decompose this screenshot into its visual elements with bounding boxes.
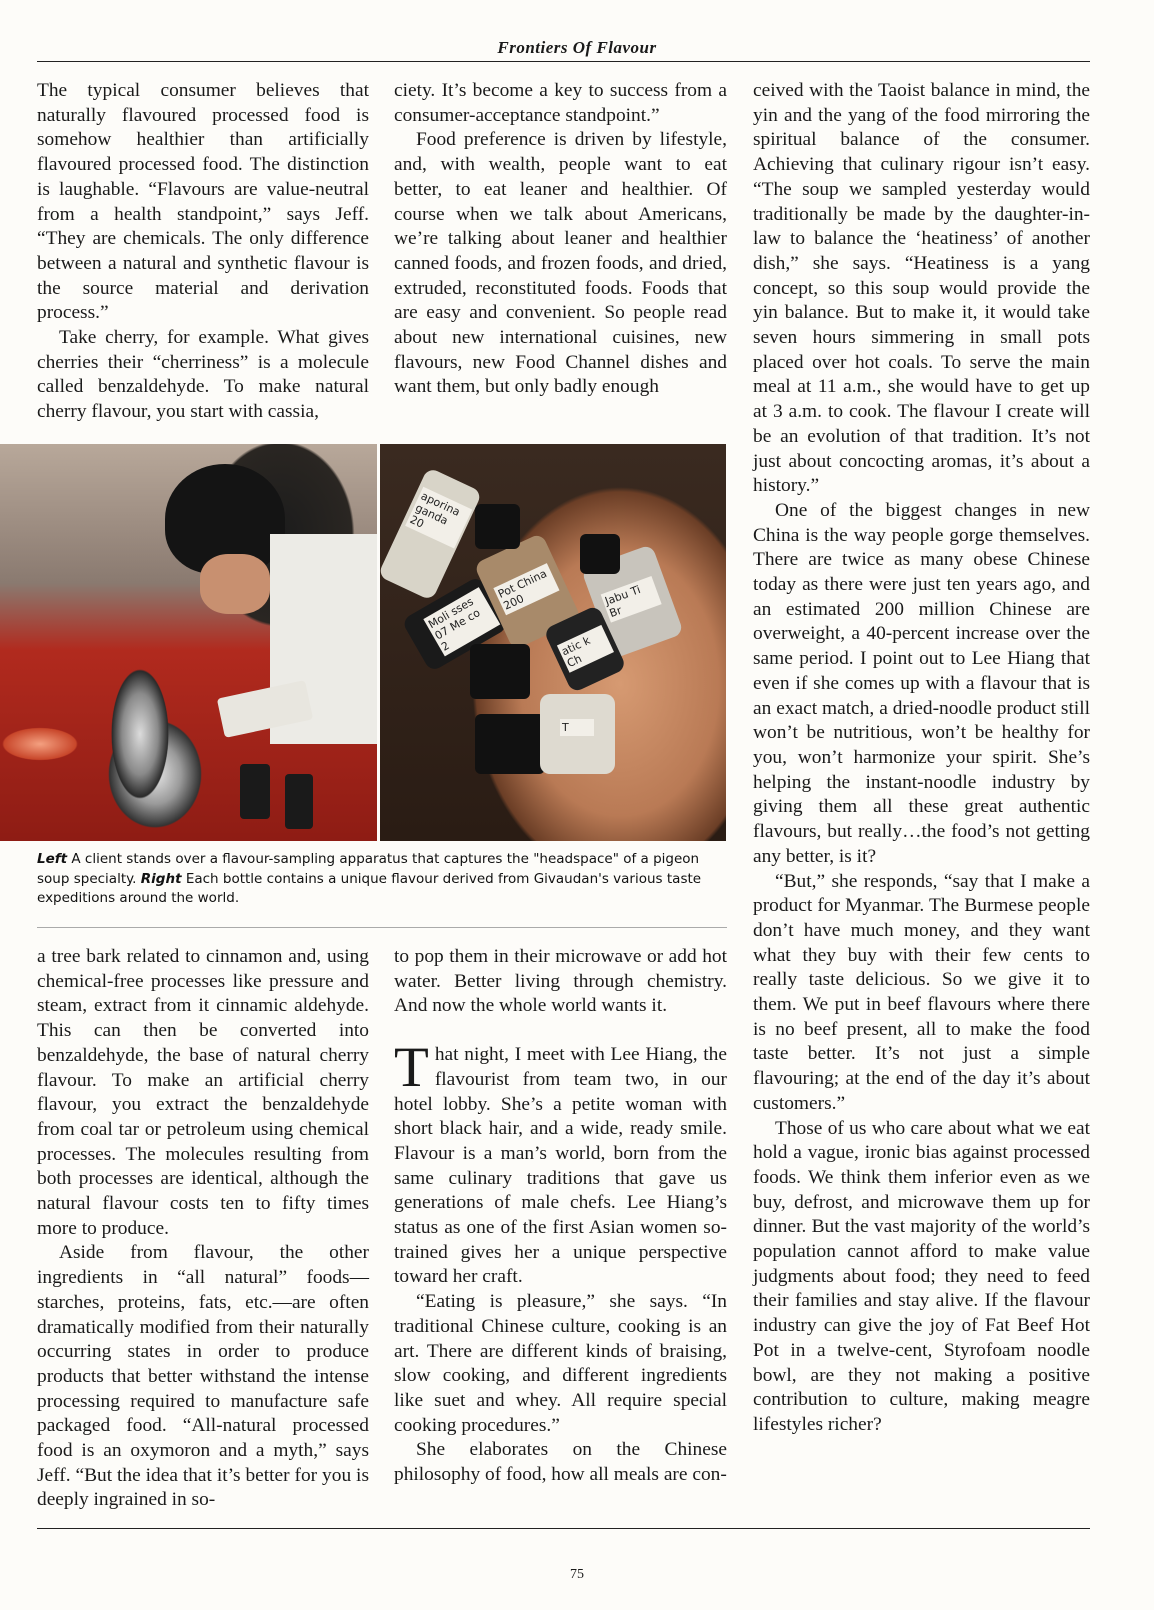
- column-3: [753, 79, 1090, 1438]
- paragraph: Those of us who care about what we eat hold a vague, ironic bias against processed foods. We think them inferior even as we buy, defrost, and microwave them up for dinner. But the vast majority of the world’s population cannot afford to make value judgments about food; they need to feed their families and stay alive. If the flavour industry can give the joy of Fat Beef Hot Pot in a twelve-cent, Styrofoam noodle bowl, are they not making a positive contribution to culture, making meagre lifestyles richer?: [753, 1117, 1090, 1435]
- paragraph: Take cherry, for example. What gives cherries their “cherriness” is a molecule called benzaldehyde. To make natural cherry flavour, you start with cassia,: [37, 327, 369, 423]
- photo-flavour-sampling-apparatus: [0, 444, 377, 841]
- column-2-bottom: [394, 945, 727, 1488]
- paragraph: Food preference is driven by lifestyle, and, with wealth, people want to eat better, to eat leaner and healthier. Of course when we talk about Americans, we’re talking about leaner and healthier canned foods, and frozen foods, and dried, extruded, reconstituted foods. Foods that are easy and convenient. So people read about new international cuisines, new flavours, new Food Channel dishes and want them, but only badly enough: [394, 129, 727, 398]
- bottom-rule: [37, 1528, 1090, 1529]
- column-1-top: [37, 79, 369, 425]
- paragraph: ciety. It’s become a key to success from a consumer-acceptance standpoint.”: [394, 80, 727, 126]
- caption-right-label: Right: [140, 870, 182, 887]
- dropcap: T: [394, 1036, 429, 1100]
- caption-right-text: Each bottle contains a unique flavour derived from Givaudan's various taste expeditions around the world.: [37, 870, 702, 907]
- bottle-cap: [470, 644, 530, 699]
- bottle: atic k Ch: [543, 605, 627, 694]
- paragraph: a tree bark related to cinnamon and, using chemical-free processes like pressure and steam, extract from it cinnamic aldehyde. This can then be converted into benzaldehyde, the base of natural cherry flavour. To make an artificial cherry flavour, you extract the benzaldehyde from coal tar or petroleum using chemical processes. The molecules resulting from both processes are identical, although the natural flavour costs ten to fifty times more to produce.: [37, 946, 369, 1239]
- running-head: Frontiers Of Flavour: [497, 38, 657, 57]
- photo-caption: [37, 850, 727, 909]
- column-1-bottom: [37, 945, 369, 1513]
- column-2-top: [394, 79, 727, 400]
- bottle: Moli sses 07 Me co 2: [401, 576, 509, 673]
- paragraph: Aside from flavour, the other ingredients in “all natural” foods—starches, proteins, fats, etc.—are often dramatically modified from their naturally occurring states in order to produce products that better withstand the intense processing required to manufacture safe packaged food. “All-natural processed food is an oxymoron and a myth,” says Jeff. “But the idea that it’s better for you is deeply ingrained in so-: [37, 1242, 369, 1511]
- bottle: T: [540, 694, 615, 774]
- paragraph: One of the biggest changes in new China is the way people gorge themselves. There are twice as many obese Chinese today as there were just ten years ago, and an estimated 200 million Chinese are overweight, a 40-percent increase over the same period. I point out to Lee Hiang that even if she comes up with a flavour that is an exact match, a dried-noodle product still won’t be nutritious, won’t be healthy for you, won’t harmonize your spirit. She’s helping the instant-noodle industry by giving them all these great authentic flavours, but really…the food’s not getting any better, is it?: [753, 499, 1090, 867]
- top-rule: [37, 61, 1090, 62]
- bottle-cap: [580, 534, 620, 574]
- paragraph: “But,” she responds, “say that I make a product for Myanmar. The Burmese people don’t have much money, and they want what they buy with their few cents to really taste delicious. So we give it to them. We put in beef flavours where there is no beef present, all to make the food taste better. It’s not just a simple flavouring; at the end of the day it’s about customers.”: [753, 870, 1090, 1114]
- bottle-cap: [475, 714, 545, 774]
- paragraph: She elaborates on the Chinese philosophy of food, how all meals are con-: [394, 1439, 727, 1486]
- bottle: aporina ganda 20: [380, 467, 483, 601]
- paragraph: The typical consumer believes that naturally flavoured processed food is somehow healthier than artificially flavoured processed food. The distinction is laughable. “Flavours are value-neutral from a health standpoint,” says Jeff. “They are chemicals. The only difference between a natural and synthetic flavour is the source material and derivation process.”: [37, 80, 369, 324]
- caption-rule: [37, 927, 727, 928]
- meter: [285, 774, 313, 829]
- bottle-cap: [475, 504, 520, 549]
- paragraph: “Eating is pleasure,” she says. “In traditional Chinese culture, cooking is an art. There are different kinds of braising, slow cooking, and different ingredients like suet and whey. All require special cooking procedures.”: [394, 1291, 727, 1436]
- paragraph-with-dropcap: That night, I meet with Lee Hiang, the flavourist from team two, in our hotel lobby. She’s a petite woman with short black hair, and a wide, ready smile. Flavour is a man’s world, born from the same culinary traditions that gave us generations of male chefs. Lee Hiang’s status as one of the first Asian women so-trained gives her a unique perspective toward her craft.: [394, 1036, 727, 1288]
- bottle: Jabu Ti Br: [581, 544, 684, 659]
- caption-left-label: Left: [37, 851, 68, 867]
- paragraph: ceived with the Taoist balance in mind, the yin and the yang of the food mirroring the spiritual balance of the consumer. Achieving that culinary rigour isn’t easy. “The soup we sampled yesterday would traditionally be made by the daughter-in-law to balance the ‘heatiness’ of another dish,” she says. “Heatiness is a yang concept, so this soup would provide the yin balance. But to make it, it would take seven hours simmering in small pots placed over hot coals. To serve the main meal at 11 a.m., she would have to get up at 3 a.m. to cook. The flavour I create will be an evolution of that tradition. It’s not just about concocting aromas, it’s about a history.”: [753, 80, 1090, 497]
- meter: [240, 764, 270, 819]
- photo-flavour-bottles: [380, 444, 726, 841]
- person-face: [200, 554, 270, 614]
- caption-left-text: A client stands over a flavour-sampling apparatus that captures the "headspace" of a pigeon soup specialty.: [37, 851, 700, 887]
- page-number: 75: [570, 1567, 584, 1582]
- paragraph: to pop them in their microwave or add hot water. Better living through chemistry. And now the whole world wants it.: [394, 946, 727, 1017]
- bottle: Pot China 200: [473, 533, 581, 651]
